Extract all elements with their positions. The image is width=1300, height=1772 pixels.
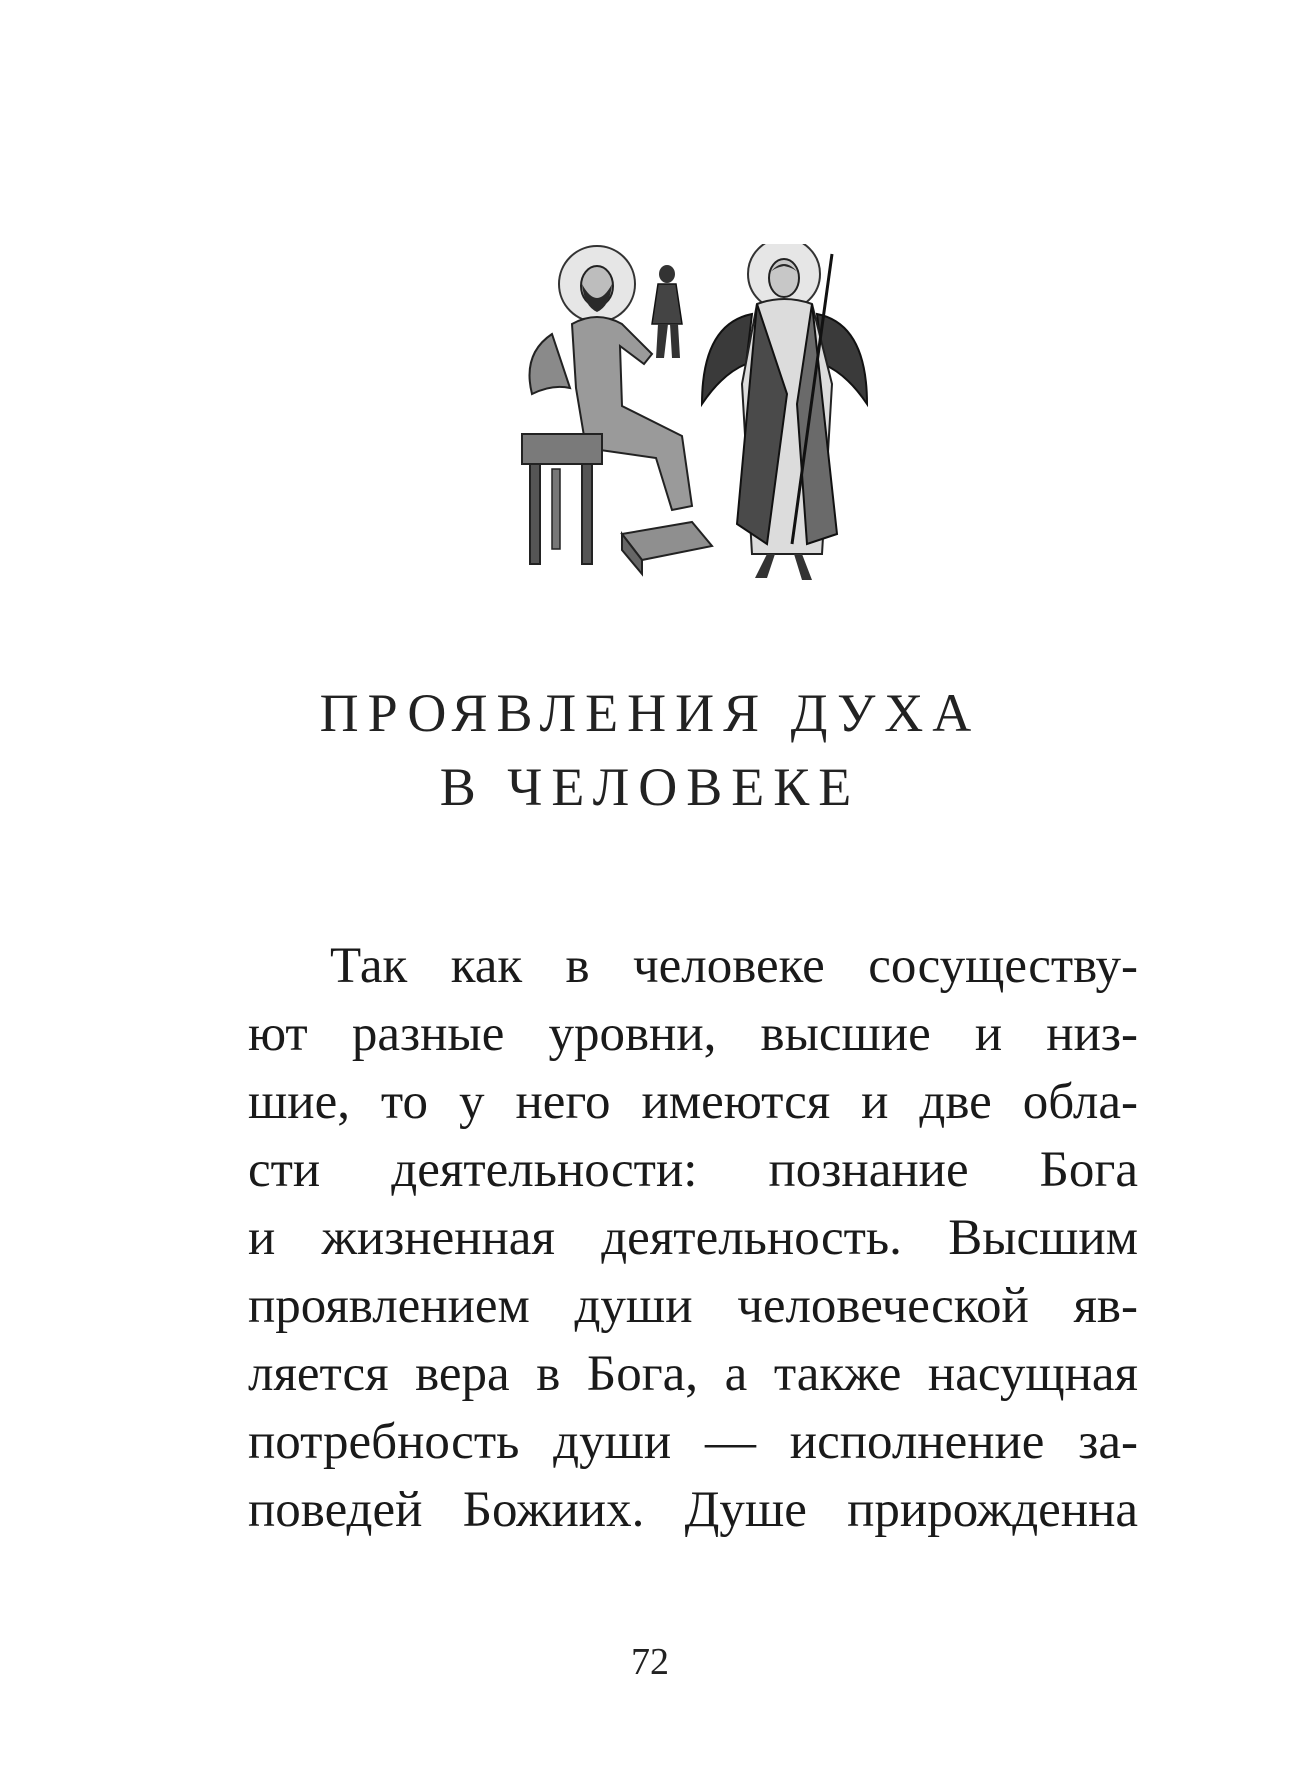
text-line: ют разные уровни, высшие и низ- (248, 1006, 1138, 1062)
figures-illustration-icon (512, 244, 892, 634)
text-line: сти деятельности: познание Бога (248, 1142, 1138, 1198)
text-line: поведей Божиих. Душе прирожденна (248, 1482, 1138, 1538)
body-paragraph (248, 932, 1138, 1544)
chapter-title-line-2: В ЧЕЛОВЕКЕ (439, 757, 861, 817)
text-line: ляется вера в Бога, а также насущная (248, 1346, 1138, 1402)
chapter-title-line-1: ПРОЯВЛЕНИЯ ДУХА (319, 683, 981, 743)
page-number: 72 (631, 1641, 669, 1683)
text-line: шие, то у него имеются и две обла- (248, 1074, 1138, 1130)
text-line: Так как в человеке сосуществу- (330, 938, 1138, 994)
text-line: потребность души — исполнение за- (248, 1414, 1138, 1470)
text-line: проявлением души человеческой яв- (248, 1278, 1138, 1334)
text-line: и жизненная деятельность. Высшим (248, 1210, 1138, 1266)
